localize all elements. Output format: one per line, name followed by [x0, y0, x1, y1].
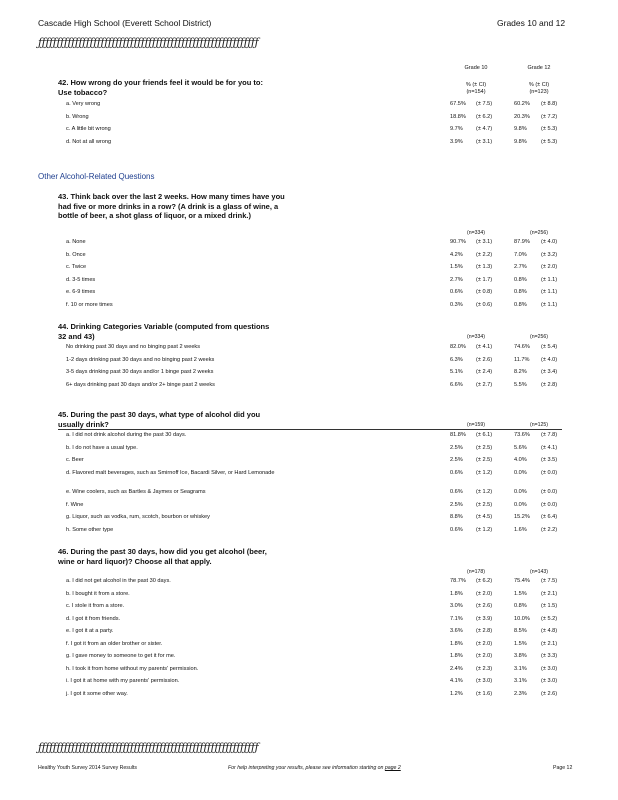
- answer-label: f. 10 or more times: [66, 301, 113, 308]
- grade-10-ci: (± 2.4): [476, 369, 493, 375]
- grade-10-ci: (± 2.8): [476, 628, 493, 634]
- answer-label: f. Wine: [66, 501, 84, 508]
- grade-10-percent: 1.8%: [450, 590, 463, 597]
- grade-12-ci: (± 2.0): [541, 264, 558, 270]
- grade-10-percent: 1.8%: [450, 640, 463, 647]
- grade-10-percent: 1.8%: [450, 653, 463, 659]
- grade-10-percent: 3.0%: [450, 603, 463, 609]
- grade-10-percent: 6.3%: [450, 356, 463, 363]
- grade-10-ci: (± 6.1): [476, 432, 493, 438]
- grade-12-percent: 3.1%: [514, 665, 527, 672]
- q45-n-grade-10: (n=159): [466, 422, 486, 428]
- question-43-title: 43. Think back over the last 2 weeks. How many times have you had five or more drinks in a row? (A drink is a glass of wine, a bottle of beer, a shot glass of liquor, or a mixed drink.): [58, 192, 285, 220]
- footer-help-label: For help interpreting your results, please see information starting on: [228, 765, 384, 771]
- grade-12-ci: (± 2.8): [541, 381, 558, 388]
- answer-label: f. I got it from an older brother or sister.: [66, 640, 163, 647]
- grade-10-ci: (± 2.5): [476, 457, 493, 463]
- grade-10-percent: 2.5%: [450, 457, 463, 463]
- grade-12-ci: (± 0.0): [541, 489, 558, 495]
- grade-12-ci: (± 4.0): [541, 239, 558, 245]
- grade-10-percent: 8.8%: [450, 514, 463, 520]
- q44-n-grade-12: (n=256): [529, 334, 549, 340]
- grade-10-ci: (± 3.1): [476, 138, 493, 145]
- grade-12-percent: 9.8%: [514, 138, 527, 145]
- grade-10-ci: (± 0.6): [476, 301, 493, 308]
- grade-10-ci: (± 2.5): [476, 444, 493, 451]
- grade-10-ci: (± 4.1): [476, 344, 493, 350]
- grade-12-ci: (± 1.1): [541, 301, 558, 308]
- grade-10-percent: 0.6%: [450, 526, 463, 533]
- grade-12-ci: (± 3.4): [541, 369, 558, 375]
- grade-10-ci: (± 2.2): [476, 251, 493, 258]
- grade-10-percent: 3.9%: [450, 138, 463, 145]
- q45-separator-line: [58, 429, 562, 430]
- grade-12-ci: (± 8.8): [541, 101, 558, 107]
- grade-12-percent: 1.6%: [514, 526, 527, 533]
- answer-label: c. Beer: [66, 457, 84, 463]
- grade-10-percent: 0.6%: [450, 489, 463, 495]
- grade-10-header: Grade 10: [464, 65, 488, 71]
- grade-12-ci: (± 2.1): [541, 640, 558, 647]
- grade-10-percent: 5.1%: [450, 369, 463, 375]
- grade-12-ci: (± 5.3): [541, 126, 558, 132]
- grade-10-percent: 4.2%: [450, 251, 463, 258]
- grade-10-percent: 2.5%: [450, 444, 463, 451]
- grade-12-percent: 5.6%: [514, 444, 527, 451]
- grade-10-ci: (± 2.6): [476, 356, 493, 363]
- grade-12-percent: 8.5%: [514, 628, 527, 634]
- answer-label: e. Wine coolers, such as Bartles & Jaymes or Seagrams: [66, 489, 206, 495]
- grade-12-ci: (± 3.2): [541, 251, 558, 258]
- grade-12-ci: (± 7.5): [541, 578, 558, 584]
- grade-10-ci: (± 3.0): [476, 678, 493, 684]
- answer-label: h. Some other type: [66, 526, 114, 533]
- answer-label: d. 3-5 times: [66, 276, 96, 283]
- answer-label: a. I did not drink alcohol during the past 30 days.: [66, 432, 187, 438]
- grade-10-pct-header: % (± CI): [465, 82, 487, 88]
- grade-12-percent: 2.3%: [514, 690, 527, 697]
- grade-10-ci: (± 2.3): [476, 665, 493, 672]
- question-46-title: 46. During the past 30 days, how did you get alcohol (beer, wine or hard liquor)? Choose all that apply.: [58, 547, 267, 566]
- section-title: Other Alcohol-Related Questions: [38, 172, 155, 181]
- grade-10-ci: (± 3.1): [476, 239, 493, 245]
- grade-10-percent: 7.1%: [450, 615, 463, 622]
- grade-10-percent: 18.8%: [450, 113, 466, 120]
- footer-page-number: Page 12: [553, 765, 573, 771]
- grade-10-ci: (± 1.2): [476, 489, 493, 495]
- grade-12-percent: 0.0%: [514, 501, 527, 508]
- answer-label: b. Wrong: [66, 113, 89, 120]
- grade-10-percent: 67.5%: [450, 101, 466, 107]
- grade-10-ci: (± 2.7): [476, 381, 493, 388]
- answer-label: g. I gave money to someone to get it for me.: [66, 653, 176, 659]
- grade-10-ci: (± 1.2): [476, 526, 493, 533]
- q43-n-grade-10: (n=334): [466, 230, 486, 236]
- grade-12-ci: (± 5.3): [541, 138, 558, 145]
- grade-10-ci: (± 6.2): [476, 578, 493, 584]
- answer-label: a. None: [66, 239, 86, 245]
- q45-n-grade-12: (n=125): [529, 422, 549, 428]
- footer-page-link[interactable]: page 2: [384, 765, 401, 771]
- answer-label: d. I got it from friends.: [66, 615, 121, 622]
- grade-12-ci: (± 3.3): [541, 653, 558, 659]
- grade-10-percent: 2.7%: [450, 276, 463, 283]
- grade-10-percent: 0.3%: [450, 301, 463, 308]
- grade-12-percent: 1.5%: [514, 640, 527, 647]
- document-header-title: Cascade High School (Everett School District): [38, 18, 212, 28]
- q42-n-grade-10: (n=154): [466, 89, 486, 95]
- footer-survey-name: Healthy Youth Survey 2014 Survey Results: [38, 765, 137, 771]
- grade-12-header: Grade 12: [527, 65, 551, 71]
- grade-10-percent: 2.5%: [450, 501, 463, 508]
- grade-12-ci: (± 1.1): [541, 289, 558, 295]
- grade-10-ci: (± 1.7): [476, 276, 493, 283]
- grade-10-percent: 2.4%: [450, 665, 463, 672]
- grade-10-ci: (± 2.0): [476, 653, 493, 659]
- answer-label: h. I took it from home without my parents' permission.: [66, 665, 199, 672]
- grade-10-ci: (± 1.3): [476, 264, 493, 270]
- q46-n-grade-10: (n=178): [466, 569, 486, 575]
- grade-12-percent: 8.2%: [514, 369, 527, 375]
- grade-12-ci: (± 1.1): [541, 276, 558, 283]
- grade-10-percent: 3.6%: [450, 628, 463, 634]
- answer-label: d. Not at all wrong: [66, 138, 112, 145]
- answer-label: 1-2 days drinking past 30 days and no binging past 2 weeks: [66, 356, 215, 363]
- grade-12-ci: (± 7.2): [541, 113, 558, 120]
- q44-n-grade-10: (n=334): [466, 334, 486, 340]
- grade-12-percent: 4.0%: [514, 457, 527, 463]
- answer-label: c. Twice: [66, 264, 87, 270]
- grade-12-ci: (± 4.8): [541, 628, 558, 634]
- answer-label: g. Liquor, such as vodka, rum, scotch, bourbon or whiskey: [66, 514, 210, 520]
- answer-label: e. I got it at a party.: [66, 628, 114, 634]
- grade-10-percent: 82.0%: [450, 344, 466, 350]
- grade-12-percent: 3.1%: [514, 678, 527, 684]
- grade-10-ci: (± 4.7): [476, 126, 493, 132]
- question-44-title: 44. Drinking Categories Variable (computed from questions 32 and 43): [58, 322, 270, 341]
- grade-10-ci: (± 1.2): [476, 469, 493, 476]
- grade-10-percent: 90.7%: [450, 239, 466, 245]
- grade-10-percent: 78.7%: [450, 578, 466, 584]
- answer-label: b. I do not have a usual type.: [66, 444, 138, 451]
- answer-label: No drinking past 30 days and no binging past 2 weeks: [66, 344, 201, 350]
- grade-12-percent: 0.0%: [514, 489, 527, 495]
- grade-10-ci: (± 2.0): [476, 590, 493, 597]
- grade-12-percent: 60.2%: [514, 101, 530, 107]
- grade-12-ci: (± 3.0): [541, 665, 558, 672]
- answer-label: 3-5 days drinking past 30 days and/or 1 binge past 2 weeks: [66, 369, 214, 375]
- grade-12-ci: (± 4.0): [541, 356, 558, 363]
- grade-12-ci: (± 6.4): [541, 514, 558, 520]
- grade-12-ci: (± 1.5): [541, 603, 558, 609]
- grade-12-ci: (± 2.1): [541, 590, 558, 597]
- grade-10-percent: 4.1%: [450, 678, 463, 684]
- grade-12-ci: (± 5.4): [541, 344, 558, 350]
- grade-12-percent: 20.3%: [514, 113, 530, 120]
- grade-12-percent: 10.0%: [514, 615, 530, 622]
- footer-help-text: [228, 765, 401, 771]
- grade-12-percent: 1.5%: [514, 590, 527, 597]
- grade-10-ci: (± 0.8): [476, 289, 493, 295]
- question-45-title: 45. During the past 30 days, what type of alcohol did you usually drink?: [58, 410, 261, 429]
- grade-12-percent: 0.8%: [514, 276, 527, 283]
- grade-12-percent: 74.6%: [514, 344, 530, 350]
- answer-label: b. Once: [66, 251, 86, 258]
- answer-label: b. I bought it from a store.: [66, 590, 130, 597]
- grade-10-ci: (± 1.6): [476, 690, 493, 697]
- grade-12-pct-header: % (± CI): [528, 82, 550, 88]
- grade-12-percent: 75.4%: [514, 578, 530, 584]
- grade-12-percent: 7.0%: [514, 251, 527, 258]
- grade-12-percent: 73.6%: [514, 432, 530, 438]
- grade-12-percent: 87.9%: [514, 239, 530, 245]
- top-decorative-rule: ƒƒƒƒƒƒƒƒƒƒƒƒƒƒƒƒƒƒƒƒƒƒƒƒƒƒƒƒƒƒƒƒƒƒƒƒƒƒƒƒƒƒƒƒƒƒƒƒƒƒƒƒƒƒƒƒƒƒƒƒ: [38, 36, 259, 49]
- q42-n-grade-12: (n=123): [529, 89, 549, 95]
- grade-10-ci: (± 4.5): [476, 514, 493, 520]
- grade-12-ci: (± 4.1): [541, 444, 558, 451]
- grade-10-ci: (± 2.6): [476, 603, 493, 609]
- grade-10-ci: (± 3.9): [476, 615, 493, 622]
- grade-12-ci: (± 0.0): [541, 469, 558, 476]
- answer-label: i. I got it at home with my parents' permission.: [66, 678, 180, 684]
- answer-label: d. Flavored malt beverages, such as Smirnoff Ice, Bacardi Silver, or Hard Lemonade: [66, 469, 275, 476]
- answer-label: e. 6-9 times: [66, 289, 96, 295]
- grade-12-ci: (± 2.2): [541, 526, 558, 533]
- grade-10-percent: 9.7%: [450, 126, 463, 132]
- grade-12-ci: (± 7.8): [541, 432, 558, 438]
- grade-10-ci: (± 2.5): [476, 501, 493, 508]
- grade-12-percent: 0.8%: [514, 301, 527, 308]
- bottom-decorative-rule: ƒƒƒƒƒƒƒƒƒƒƒƒƒƒƒƒƒƒƒƒƒƒƒƒƒƒƒƒƒƒƒƒƒƒƒƒƒƒƒƒƒƒƒƒƒƒƒƒƒƒƒƒƒƒƒƒƒƒƒƒ: [38, 741, 259, 754]
- grade-12-percent: 11.7%: [514, 356, 530, 363]
- grade-12-percent: 3.8%: [514, 653, 527, 659]
- grade-12-percent: 5.5%: [514, 381, 527, 388]
- grade-12-percent: 15.2%: [514, 514, 530, 520]
- grade-10-percent: 0.6%: [450, 469, 463, 476]
- grade-12-ci: (± 2.6): [541, 690, 558, 697]
- answer-label: a. I did not get alcohol in the past 30 days.: [66, 578, 171, 584]
- answer-label: c. I stole it from a store.: [66, 603, 125, 609]
- grade-10-percent: 6.6%: [450, 381, 463, 388]
- grade-12-ci: (± 3.0): [541, 678, 558, 684]
- answer-label: j. I got it some other way.: [66, 690, 128, 697]
- grade-10-percent: 1.5%: [450, 264, 463, 270]
- grade-12-ci: (± 5.2): [541, 615, 558, 622]
- grade-12-percent: 0.8%: [514, 289, 527, 295]
- document-header-grades: Grades 10 and 12: [497, 18, 566, 28]
- grade-10-ci: (± 6.2): [476, 113, 493, 120]
- grade-12-percent: 9.8%: [514, 126, 527, 132]
- grade-10-percent: 0.6%: [450, 289, 463, 295]
- grade-12-ci: (± 0.0): [541, 501, 558, 508]
- q43-n-grade-12: (n=256): [529, 230, 549, 236]
- q46-n-grade-12: (n=143): [529, 569, 549, 575]
- grade-12-ci: (± 3.5): [541, 457, 558, 463]
- grade-10-percent: 1.2%: [450, 690, 463, 697]
- answer-label: c. A little bit wrong: [66, 126, 111, 132]
- grade-10-ci: (± 2.0): [476, 640, 493, 647]
- question-42-title: 42. How wrong do your friends feel it would be for you to: Use tobacco?: [58, 78, 264, 97]
- grade-12-percent: 0.0%: [514, 469, 527, 476]
- answer-label: 6+ days drinking past 30 days and/or 2+ binge past 2 weeks: [66, 381, 215, 388]
- grade-10-ci: (± 7.5): [476, 101, 493, 107]
- grade-12-percent: 2.7%: [514, 264, 527, 270]
- grade-12-percent: 0.8%: [514, 603, 527, 609]
- answer-label: a. Very wrong: [66, 101, 101, 107]
- grade-10-percent: 81.8%: [450, 432, 466, 438]
